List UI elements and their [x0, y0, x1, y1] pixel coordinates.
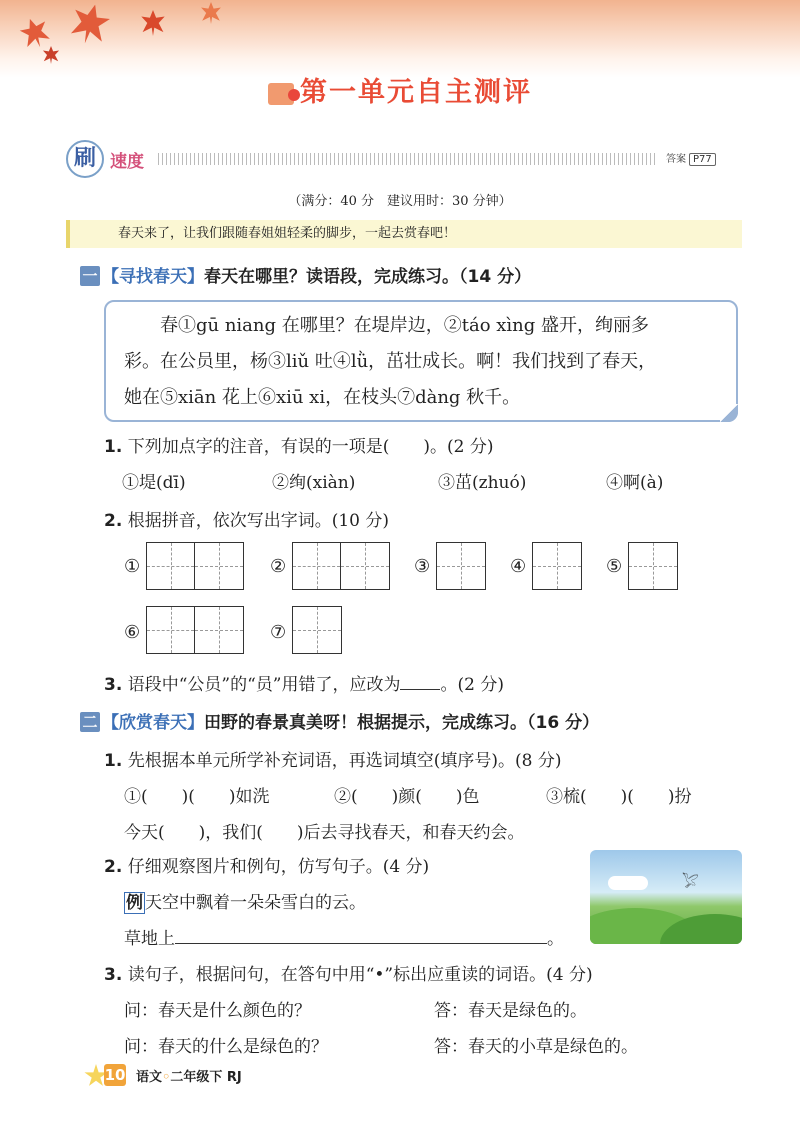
- intro-banner: 春天来了，让我们跟随春姐姐轻柔的脚步，一起去赏春吧！: [66, 220, 742, 248]
- section-badge: 刷: [66, 140, 104, 178]
- passage-line: 她在⑤xiān 花上⑥xiū xi，在枝头⑦dàng 秋千。: [124, 387, 521, 408]
- part2-heading: 二 【欣赏春天】田野的春景真美呀！根据提示，完成练习。（16 分）: [80, 708, 599, 733]
- question-2-3: 3. 读句子，根据问句，在答句中用“•”标出应重读的词语。(4 分): [104, 965, 593, 985]
- option-2[interactable]: ②绚(xiàn): [272, 473, 356, 493]
- question-1-2: 2. 根据拼音，依次写出字词。(10 分): [104, 511, 390, 531]
- section-header: [66, 140, 756, 176]
- answer-blank[interactable]: [400, 689, 440, 690]
- writing-grid-6[interactable]: [146, 606, 244, 654]
- part1-heading: 一 【寻找春天】春天在哪里？读语段，完成练习。（14 分）: [80, 262, 531, 287]
- writing-grid-5[interactable]: [628, 542, 678, 590]
- grid-label: ⑦: [270, 622, 287, 643]
- option-4[interactable]: ④啊(à): [606, 473, 664, 493]
- fill-phrase-3[interactable]: ③梳( )( )扮: [546, 787, 692, 807]
- fill-sentence[interactable]: 今天( )，我们( )后去寻找春天，和春天约会。: [124, 823, 525, 843]
- page-title: 第一单元自主测评: [0, 70, 800, 109]
- question-2-1: 1. 先根据本单元所学补充词语，再选词填空(填序号)。(8 分): [104, 751, 562, 771]
- score-time-info: （满分：40 分 建议用时：30 分钟）: [288, 194, 512, 209]
- book-icon: [268, 83, 294, 105]
- writing-grid-2[interactable]: [292, 542, 390, 590]
- answer-blank[interactable]: [175, 943, 547, 944]
- writing-grid-7[interactable]: [292, 606, 342, 654]
- grid-label: ①: [124, 556, 141, 577]
- writing-grid-1[interactable]: [146, 542, 244, 590]
- grid-label: ②: [270, 556, 287, 577]
- grid-label: ④: [510, 556, 527, 577]
- header-band: [0, 0, 800, 78]
- grid-label: ⑥: [124, 622, 141, 643]
- example-sentence: 例 天空中飘着一朵朵雪白的云。: [126, 893, 366, 913]
- book-info: 语文◦二年级下 RJ: [136, 1070, 242, 1085]
- page-fold: [720, 404, 738, 422]
- question-1-1: 1. 下列加点字的注音，有误的一项是( )。(2 分): [104, 437, 494, 457]
- reading-passage: [104, 300, 738, 422]
- spring-field-illustration: [590, 850, 742, 944]
- page-number: 10: [104, 1066, 126, 1084]
- question-sentence: 问：春天的什么是绿色的？: [124, 1037, 328, 1057]
- passage-line: 彩。在公员里，杨③liǔ 吐④lǜ，茁壮成长。啊！我们找到了春天，: [124, 351, 657, 372]
- example-tag: 例: [126, 893, 143, 913]
- writing-grid-4[interactable]: [532, 542, 582, 590]
- fill-phrase-2[interactable]: ②( )颜( )色: [334, 787, 480, 807]
- fill-phrase-1[interactable]: ①( )( )如洗: [124, 787, 270, 807]
- progress-ticks: [158, 153, 658, 165]
- question-sentence: 问：春天是什么颜色的？: [124, 1001, 311, 1021]
- bird-icon: 𓅯: [682, 875, 699, 891]
- option-3[interactable]: ③茁(zhuó): [438, 473, 527, 493]
- passage-line: 春①gū niang 在哪里？在堤岸边，②táo xìng 盛开，绚丽多: [160, 315, 650, 336]
- grid-label: ③: [414, 556, 431, 577]
- imitation-line: 草地上 。: [124, 929, 564, 949]
- option-1[interactable]: ①堤(dī): [122, 473, 186, 493]
- answer-sentence[interactable]: 答：春天是绿色的。: [434, 1001, 587, 1021]
- answer-sentence[interactable]: 答：春天的小草是绿色的。: [434, 1037, 638, 1057]
- grid-label: ⑤: [606, 556, 623, 577]
- question-1-3: 3. 语段中“公员”的“员”用错了，应改为 。(2 分): [104, 675, 504, 695]
- writing-grid-3[interactable]: [436, 542, 486, 590]
- question-2-2: 2. 仔细观察图片和例句，仿写句子。(4 分): [104, 857, 430, 877]
- section-label: 速度: [110, 152, 144, 172]
- answer-reference: 答案 P77: [666, 150, 716, 166]
